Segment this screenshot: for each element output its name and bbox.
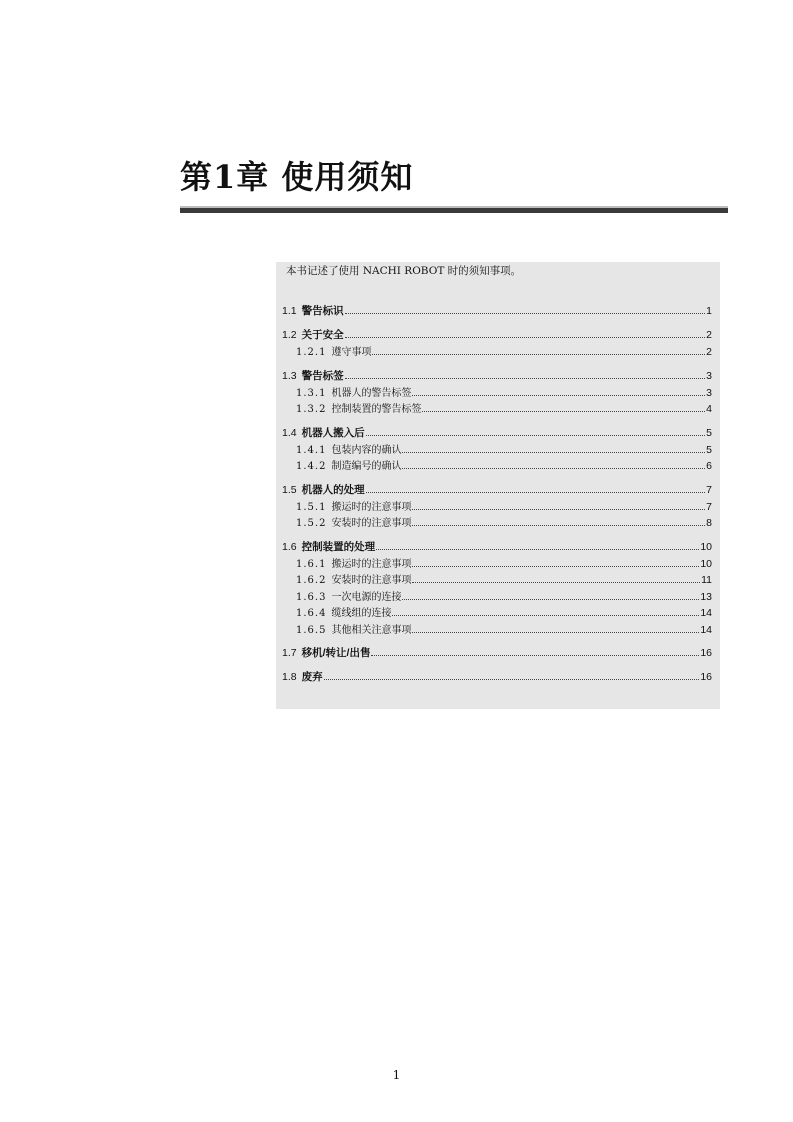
toc-leader xyxy=(345,378,706,379)
toc-leader xyxy=(412,525,705,526)
toc-entry-title: 关于安全 xyxy=(301,329,344,341)
chapter-title: 第1章 使用须知 xyxy=(180,158,414,196)
toc-entry-number: 1.5.1 xyxy=(296,501,327,513)
toc-entry-page: 4 xyxy=(706,403,712,415)
toc-entry-number: 1.6.3 xyxy=(296,591,327,603)
toc-leader xyxy=(402,599,699,600)
toc-leader xyxy=(412,509,705,510)
toc-section-group xyxy=(282,327,712,360)
toc-entry-number: 1.5 xyxy=(282,483,297,496)
toc-entry-number: 1.6 xyxy=(282,540,297,553)
toc-entry-title: 制造编号的确认 xyxy=(331,461,402,472)
page-number: 1 xyxy=(392,1068,401,1082)
toc-entry-page: 2 xyxy=(706,346,712,358)
toc-leader xyxy=(422,411,705,412)
toc-entry-title: 警告标识 xyxy=(301,305,344,317)
toc-entry-page: 6 xyxy=(706,460,712,472)
toc-entry-number: 1.5.2 xyxy=(296,518,327,529)
toc-entry-number: 1.6.5 xyxy=(296,624,327,636)
toc-leader xyxy=(324,679,700,680)
toc-subsection-entry[interactable] xyxy=(282,621,712,638)
toc-entry-number: 1.3 xyxy=(282,369,297,382)
toc-section-group xyxy=(282,645,712,661)
toc-entry-page: 7 xyxy=(706,500,712,513)
toc-leader xyxy=(412,566,699,567)
toc-entry-number: 1.6.1 xyxy=(296,558,327,570)
toc-entry-title: 安装时的注意事项 xyxy=(331,518,412,529)
toc-section-entry[interactable] xyxy=(282,669,712,685)
toc-subsection-entry[interactable] xyxy=(282,555,712,572)
toc-leader xyxy=(345,313,706,314)
toc-entry-page: 5 xyxy=(706,426,712,439)
toc-section-entry[interactable] xyxy=(282,327,712,343)
toc-entry-page: 16 xyxy=(700,671,712,683)
toc-subsection-entry[interactable] xyxy=(282,571,712,588)
toc-leader xyxy=(392,615,699,616)
toc-subsection-entry[interactable] xyxy=(282,343,712,360)
table-of-contents xyxy=(276,262,720,709)
toc-entry-number: 1.4 xyxy=(282,426,297,439)
toc-entry-page: 7 xyxy=(706,483,712,496)
toc-entry-number: 1.2.1 xyxy=(296,347,327,358)
toc-section-entry[interactable] xyxy=(282,368,712,384)
toc-entry-title: 移机/转让/出售 xyxy=(301,647,371,659)
toc-entry-title: 遵守事项 xyxy=(331,347,372,358)
toc-subsection-entry[interactable] xyxy=(282,384,712,401)
toc-leader xyxy=(366,492,706,493)
toc-section-group xyxy=(282,303,712,319)
toc-entry-title: 警告标签 xyxy=(301,369,344,382)
toc-entry-title: 安装时的注意事项 xyxy=(331,575,412,586)
toc-entry-number: 1.3.1 xyxy=(296,387,327,399)
toc-entry-number: 1.3.2 xyxy=(296,404,327,415)
toc-entry-number: 1.6.4 xyxy=(296,608,327,619)
toc-entry-page: 14 xyxy=(700,607,712,619)
toc-entry-number: 1.6.2 xyxy=(296,575,327,586)
toc-entry-title: 一次电源的连接 xyxy=(331,591,402,603)
toc-section-group xyxy=(282,482,712,531)
toc-entry-title: 搬运时的注意事项 xyxy=(331,501,412,513)
toc-list xyxy=(282,303,712,685)
toc-section-entry[interactable] xyxy=(282,303,712,319)
toc-entry-page: 13 xyxy=(700,590,712,603)
toc-subsection-entry[interactable] xyxy=(282,498,712,515)
toc-subsection-entry[interactable] xyxy=(282,400,712,417)
toc-entry-title: 包装内容的确认 xyxy=(331,444,402,456)
toc-leader xyxy=(366,435,706,436)
toc-entry-title: 其他相关注意事项 xyxy=(331,624,412,636)
toc-intro: 本书记述了使用 NACHI ROBOT 时的须知事项。 xyxy=(286,265,522,277)
toc-section-group xyxy=(282,425,712,474)
toc-entry-number: 1.1 xyxy=(282,305,297,317)
toc-entry-page: 2 xyxy=(706,329,712,341)
toc-subsection-entry[interactable] xyxy=(282,514,712,531)
toc-leader xyxy=(412,632,699,633)
toc-entry-number: 1.4.1 xyxy=(296,444,327,456)
toc-section-entry[interactable] xyxy=(282,539,712,555)
toc-entry-number: 1.8 xyxy=(282,671,297,683)
toc-entry-title: 缆线组的连接 xyxy=(331,608,392,619)
toc-subsection-entry[interactable] xyxy=(282,457,712,474)
title-rule xyxy=(180,206,728,213)
toc-entry-number: 1.2 xyxy=(282,329,297,341)
toc-section-group xyxy=(282,669,712,685)
toc-subsection-entry[interactable] xyxy=(282,604,712,621)
toc-entry-title: 控制装置的警告标签 xyxy=(331,404,422,415)
toc-leader xyxy=(412,582,700,583)
toc-entry-title: 机器人的处理 xyxy=(301,483,365,496)
toc-entry-page: 3 xyxy=(706,386,712,399)
toc-leader xyxy=(345,337,706,338)
toc-entry-title: 机器人的警告标签 xyxy=(331,387,412,399)
toc-entry-page: 16 xyxy=(700,647,712,659)
toc-leader xyxy=(371,655,699,656)
toc-section-entry[interactable] xyxy=(282,645,712,661)
toc-entry-number: 1.4.2 xyxy=(296,461,327,472)
toc-entry-page: 11 xyxy=(701,574,712,586)
toc-entry-page: 5 xyxy=(706,443,712,456)
toc-entry-page: 10 xyxy=(700,540,712,553)
toc-section-group xyxy=(282,368,712,417)
toc-leader xyxy=(376,549,699,550)
toc-entry-title: 废弃 xyxy=(301,671,323,683)
toc-leader xyxy=(402,468,705,469)
toc-leader xyxy=(402,452,705,453)
toc-entry-page: 10 xyxy=(700,557,712,570)
toc-leader xyxy=(372,354,705,355)
toc-entry-number: 1.7 xyxy=(282,647,297,659)
toc-section-entry[interactable] xyxy=(282,425,712,441)
toc-entry-page: 8 xyxy=(706,517,712,529)
toc-section-group xyxy=(282,539,712,638)
toc-entry-page: 1 xyxy=(706,305,712,317)
toc-subsection-entry[interactable] xyxy=(282,441,712,458)
toc-entry-title: 控制装置的处理 xyxy=(301,540,376,553)
toc-entry-title: 机器人搬入后 xyxy=(301,426,365,439)
toc-subsection-entry[interactable] xyxy=(282,588,712,605)
toc-entry-page: 14 xyxy=(700,623,712,636)
toc-leader xyxy=(412,395,705,396)
toc-section-entry[interactable] xyxy=(282,482,712,498)
toc-entry-page: 3 xyxy=(706,369,712,382)
toc-entry-title: 搬运时的注意事项 xyxy=(331,558,412,570)
